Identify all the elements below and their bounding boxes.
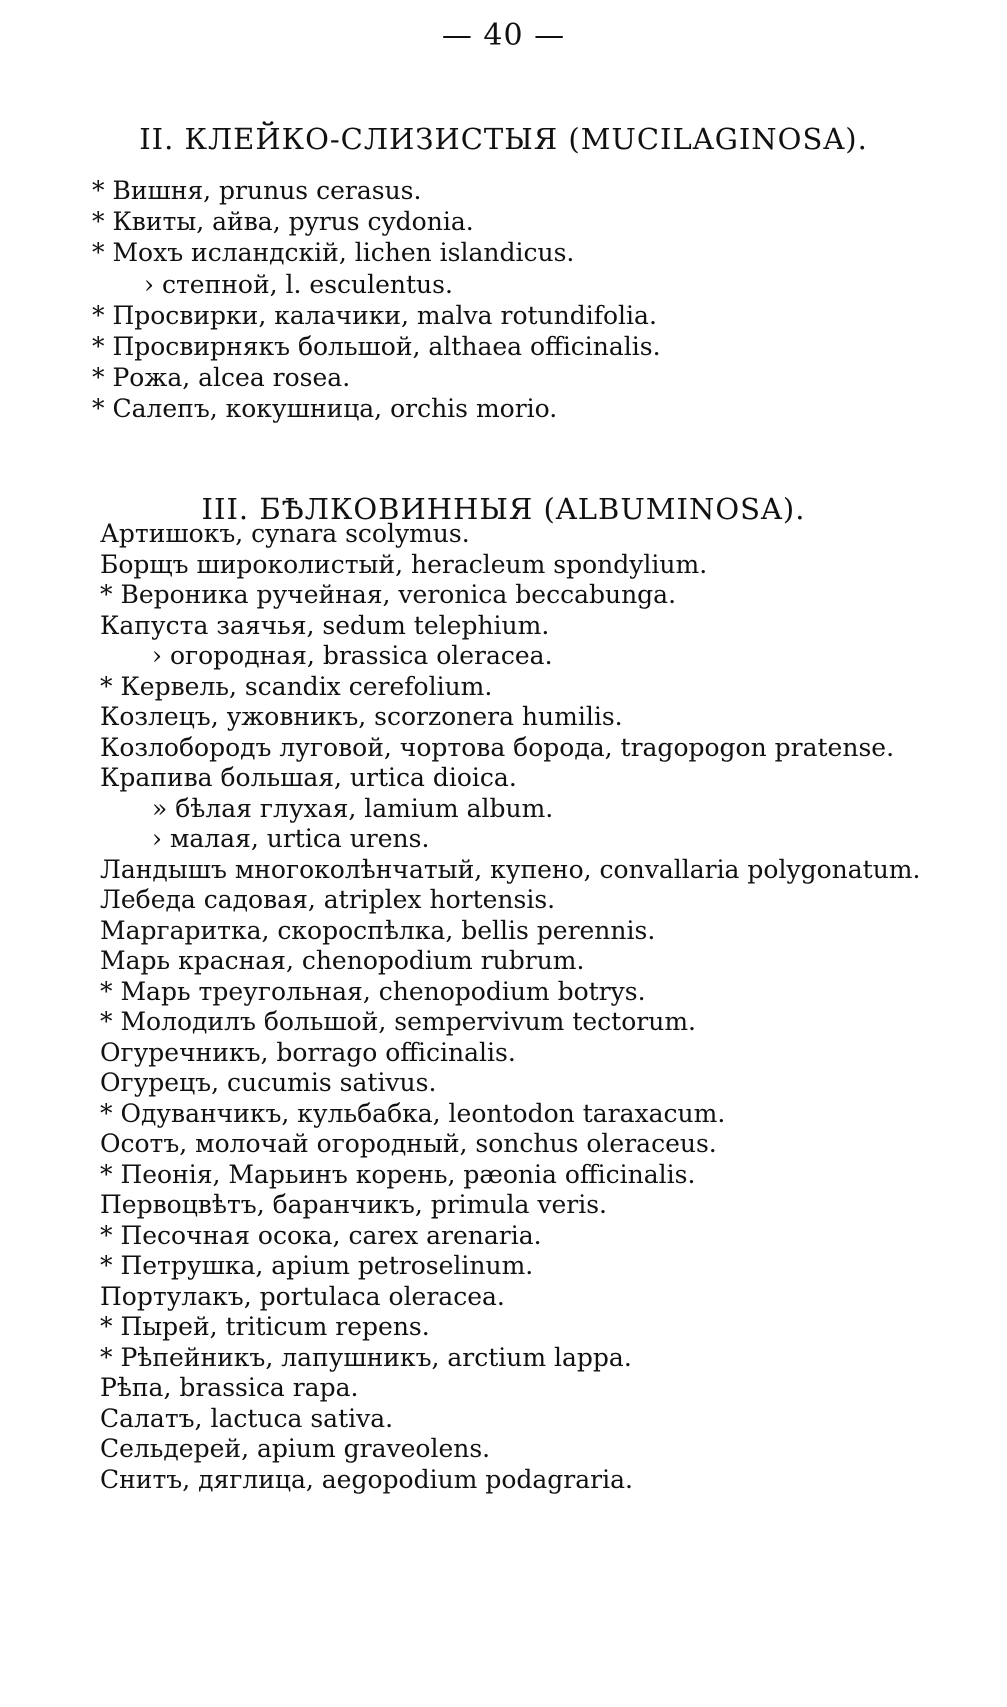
list-item: * Мохъ исландскій, lichen islandicus.	[92, 238, 575, 268]
section-heading-albuminosa: III. БѢЛКОВИННЫЯ (ALBUMINOSA).	[201, 492, 806, 526]
list-item: Крапива большая, urtica dioica.	[100, 763, 517, 792]
list-item: * Молодилъ большой, sempervivum tectorum.	[100, 1007, 696, 1036]
list-item: * Салепъ, кокушница, orchis morio.	[92, 394, 558, 424]
list-item: * Квиты, айва, pyrus cydonia.	[92, 207, 474, 237]
list-item: Сельдерей, apium graveolens.	[100, 1434, 491, 1463]
list-item: * Рѣпейникъ, лапушникъ, arctium lappa.	[100, 1342, 632, 1372]
list-item: Рѣпа, brassica rapa.	[100, 1373, 359, 1402]
list-item: Лебеда садовая, atriplex hortensis.	[100, 885, 556, 914]
list-item: Огурецъ, cucumis sativus.	[100, 1068, 437, 1097]
list-item: * Вероника ручейная, veronica beccabunga.	[100, 580, 677, 609]
list-item: Ландышъ многоколѣнчатый, купено, convallaria polygonatum.	[100, 854, 921, 884]
list-item: Капуста заячья, sedum telephium.	[100, 610, 550, 640]
list-item: Огуречникъ, borrago officinalis.	[100, 1037, 516, 1067]
list-item: * Петрушка, apium petroselinum.	[100, 1251, 534, 1280]
list-item: › степной, l. esculentus.	[144, 269, 453, 299]
list-item: Снитъ, дяглица, aegopodium podagraria.	[100, 1464, 633, 1494]
list-item: * Пеонія, Марьинъ корень, pæonia officinalis.	[100, 1159, 696, 1189]
list-item: * Песочная осока, carex arenaria.	[100, 1220, 542, 1250]
list-item: Портулакъ, portulaca oleracea.	[100, 1281, 505, 1311]
section-heading-mucilaginosa: II. КЛЕЙКО-СЛИЗИСТЫЯ (MUCILAGINOSA).	[139, 122, 868, 156]
list-item: * Одуванчикъ, кульбабка, leontodon taraxacum.	[100, 1098, 726, 1128]
page-number: — 40 —	[441, 18, 566, 53]
list-item: Осотъ, молочай огородный, sonchus oleraceus.	[100, 1129, 717, 1158]
list-item: * Рожа, alcea rosea.	[92, 363, 351, 393]
list-item: Первоцвѣтъ, баранчикъ, primula veris.	[100, 1190, 607, 1219]
list-item: Борщъ широколистый, heracleum spondylium.	[100, 549, 708, 579]
list-item: Козлецъ, ужовникъ, scorzonera humilis.	[100, 702, 623, 731]
list-item: Марь красная, chenopodium rubrum.	[100, 946, 585, 975]
list-item: › малая, urtica urens.	[152, 824, 430, 853]
list-item: › огородная, brassica oleracea.	[152, 641, 553, 670]
list-item: » бѣлая глухая, lamium album.	[152, 793, 554, 823]
list-item: Козлобородъ луговой, чортова борода, tragopogon pratense.	[100, 732, 895, 762]
list-item: Артишокъ, cynara scolymus.	[100, 519, 470, 548]
list-item: * Марь треугольная, chenopodium botrys.	[100, 976, 646, 1006]
list-item: Салатъ, lactuca sativa.	[100, 1403, 394, 1433]
list-item: * Просвирнякъ большой, althaea officinalis.	[92, 332, 661, 361]
list-item: * Просвирки, калачики, malva rotundifolia.	[92, 300, 657, 330]
list-item: * Вишня, prunus cerasus.	[92, 176, 422, 205]
list-item: * Пырей, triticum repens.	[100, 1312, 430, 1341]
list-item: Маргаритка, скороспѣлка, bellis perennis.	[100, 915, 656, 945]
list-item: * Кервель, scandix cerefolium.	[100, 671, 493, 701]
